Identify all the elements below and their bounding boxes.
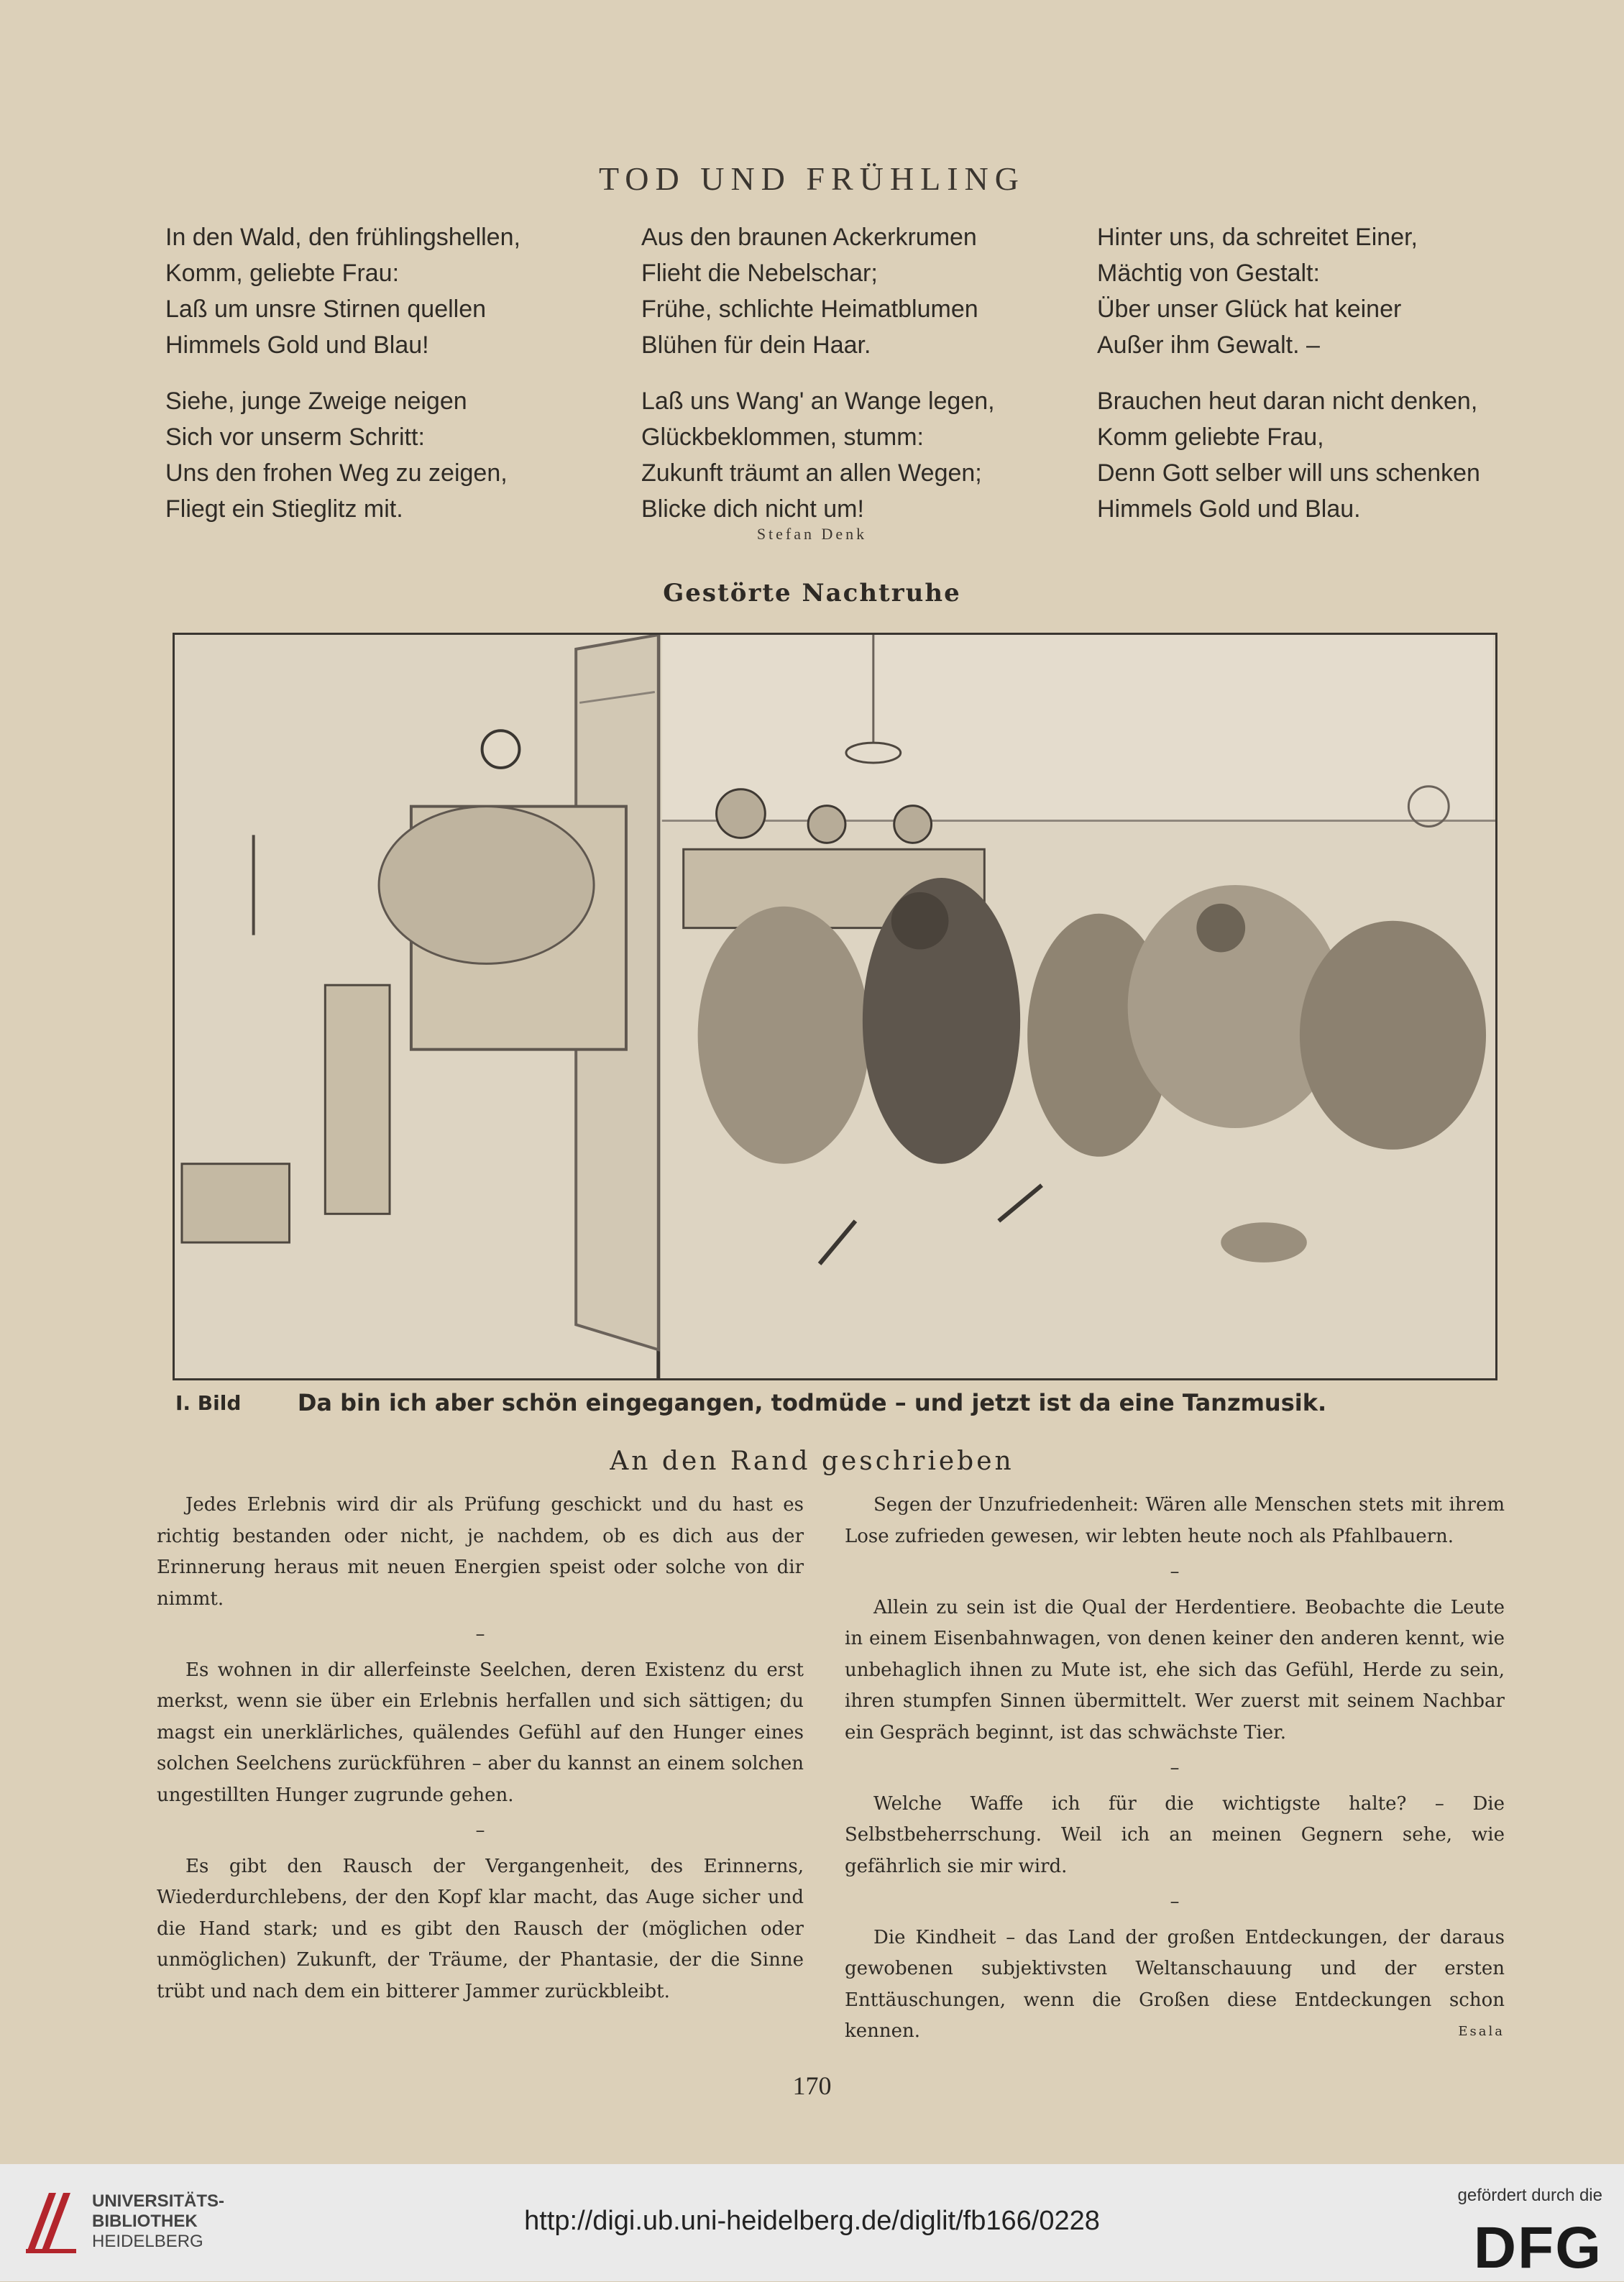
aphorism-paragraph: Es gibt den Rausch der Vergangenheit, des Erinnerns, Wiederdurchlebens, der den Kopf klar macht, das Auge sicher und die Hand stark; und es gibt den Rausch der (möglichen oder unmöglichen) Zukunft, der Träume, der Phantasie, der die Sinne trübt und nach dem ein bitterer Jammer zurückbleibt. — [157, 1855, 804, 2002]
verse-line: Aus den braunen Ackerkrumen — [641, 224, 977, 251]
verse-line: Himmels Gold und Blau. — [1097, 495, 1361, 523]
aphorisms-left-column — [157, 1490, 804, 2007]
verse-line: Uns den frohen Weg zu zeigen, — [165, 459, 508, 487]
illustration-caption: Da bin ich aber schön eingegangen, todmüde – und jetzt ist da eine Tanzmusik. — [297, 1389, 1327, 1416]
verse-line: Denn Gott selber will uns schenken — [1097, 459, 1480, 487]
aphorisms-title: An den Rand geschrieben — [610, 1447, 1014, 1476]
aphorism-paragraph: Allein zu sein ist die Qual der Herdentiere. Beobachte die Leute in einem Eisenbahnwagen, von denen keiner den anderen kennt, wie unbehaglich ihnen zu Mute ist, ehe sich das Gefühl, Herde zu sein, ihren stumpfen Sinnen übermittelt. Wer zuerst mit seinem Nachbar ein Gespräch beginnt, ist das schwächste Tier. — [845, 1596, 1505, 1743]
stanza — [1097, 219, 1557, 363]
verse-line: Frühe, schlichte Heimatblumen — [641, 295, 978, 323]
dfg-logo: DFG — [1473, 2215, 1602, 2281]
verse-line: In den Wald, den frühlingshellen, — [165, 224, 520, 251]
verse-line: Außer ihm Gewalt. – — [1097, 331, 1320, 359]
verse-line: Komm geliebte Frau, — [1097, 423, 1324, 451]
verse-line: Glückbeklommen, stumm: — [641, 423, 924, 451]
aphorisms-signature: Esala — [1458, 2024, 1505, 2039]
illustration-label: I. Bild — [175, 1391, 242, 1415]
verse-line: Laß uns Wang' an Wange legen, — [641, 388, 995, 415]
separator: – — [475, 1820, 485, 1841]
verse-line: Hinter uns, da schreitet Einer, — [1097, 224, 1418, 251]
verse-line: Flieht die Nebelschar; — [641, 260, 878, 287]
separator: – — [475, 1623, 485, 1645]
verse-line: Blicke dich nicht um! — [641, 495, 864, 523]
permalink-url[interactable]: http://digi.ub.uni-heidelberg.de/diglit/fb166/0228 — [524, 2206, 1100, 2236]
poem-author: Stefan Denk — [756, 525, 868, 543]
separator: – — [1170, 1891, 1180, 1912]
stanza — [165, 219, 625, 363]
library-line: BIBLIOTHEK — [92, 2212, 198, 2231]
aphorism-paragraph: Segen der Unzufriedenheit: Wären alle Menschen stets mit ihrem Lose zufrieden gewesen, wir lebten heute noch als Pfahlbauern. — [845, 1494, 1505, 1547]
library-line: HEIDELBERG — [92, 2232, 203, 2251]
aphorism-paragraph: Jedes Erlebnis wird dir als Prüfung geschickt und du hast es richtig bestanden oder nicht, je nachdem, ob es dich aus der Erinnerung heraus mit neuen Energien speist oder solche von dir nimmt. — [157, 1494, 804, 1610]
aphorism-paragraph — [845, 1923, 1505, 2048]
library-line: UNIVERSITÄTS- — [92, 2191, 225, 2211]
poem-column-1 — [165, 219, 625, 547]
verse-line: Brauchen heut daran nicht denken, — [1097, 388, 1478, 415]
separator: – — [1170, 1561, 1180, 1582]
verse-line: Über unser Glück hat keiner — [1097, 295, 1402, 323]
dance-hall-sketch — [175, 635, 1495, 1378]
aphorism-text: Die Kindheit – das Land der großen Entdeckungen, der daraus gewobenen subjektivsten Weltanschauung und der ersten Enttäuschungen, wenn die Großen diese Entdeckungen schon kennen. — [845, 1926, 1505, 2042]
separator: – — [1170, 1757, 1180, 1779]
verse-line: Siehe, junge Zweige neigen — [165, 388, 467, 415]
aphorisms-right-column — [845, 1490, 1505, 2048]
page-number: 170 — [792, 2071, 832, 2100]
poem-column-2 — [641, 219, 1101, 547]
verse-line: Himmels Gold und Blau! — [165, 331, 429, 359]
viewer-footer — [0, 2164, 1624, 2281]
verse-line: Mächtig von Gestalt: — [1097, 260, 1320, 287]
aphorism-paragraph: Welche Waffe ich für die wichtigste halte? – Die Selbstbeherrschung. Weil ich an meinen Gegnern sehe, wie gefährlich sie mir wird. — [845, 1792, 1505, 1877]
stanza — [641, 383, 1101, 527]
verse-line: Komm, geliebte Frau: — [165, 260, 400, 287]
poem-title: TOD UND FRÜHLING — [599, 160, 1025, 197]
funding-label: gefördert durch die — [1457, 2186, 1602, 2205]
stanza — [1097, 383, 1557, 527]
aphorism-paragraph: Es wohnen in dir allerfeinste Seelchen, deren Existenz du erst merkst, wenn sie über ein Erlebnis herfallen und sich sättigen; du magst ein unerklärliches, quälendes Gefühl auf den Hunger eines solchen Seelchens zurückführen – aber du kannst an einem solchen ungestillten Hunger zugrunde gehen. — [157, 1659, 804, 1806]
illustration-drawing — [173, 633, 1497, 1380]
stanza — [165, 383, 625, 527]
stanza — [641, 219, 1101, 363]
verse-line: Laß um unsre Stirnen quellen — [165, 295, 487, 323]
verse-line: Zukunft träumt an allen Wegen; — [641, 459, 982, 487]
verse-line: Fliegt ein Stieglitz mit. — [165, 495, 403, 523]
poem-column-3 — [1097, 219, 1557, 547]
illustration-title: Gestörte Nachtruhe — [663, 579, 961, 608]
verse-line: Blühen für dein Haar. — [641, 331, 871, 359]
verse-line: Sich vor unserm Schritt: — [165, 423, 425, 451]
